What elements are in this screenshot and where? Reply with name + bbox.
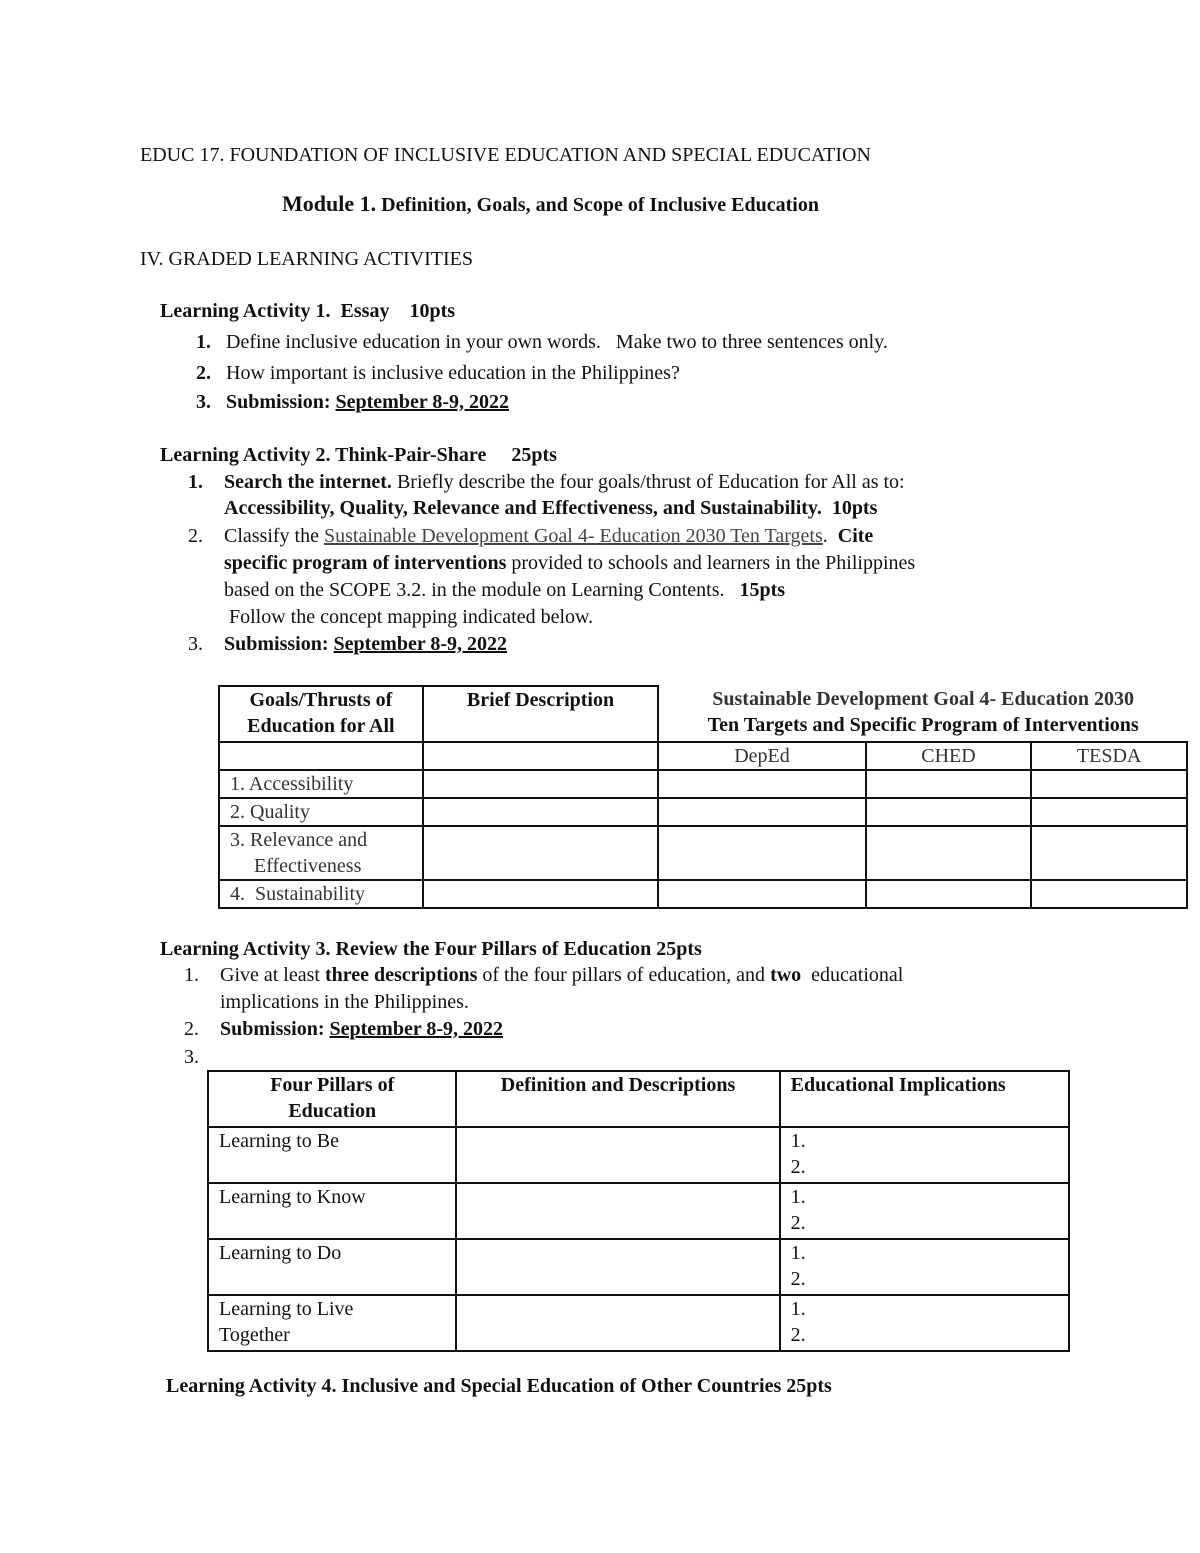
col-ched: CHED: [866, 742, 1032, 770]
header-pillars: Four Pillars of Education: [208, 1071, 456, 1127]
table-row: Learning to Know 1. 2.: [208, 1183, 1069, 1239]
header-implications: Educational Implications: [780, 1071, 1069, 1127]
pillar-name: Learning to Do: [208, 1239, 456, 1295]
pillar-name: Learning to Live Together: [208, 1295, 456, 1351]
activity2-item2: 2. Classify the Sustainable Development Goal 4- Education 2030 Ten Targets. Cite: [188, 525, 874, 547]
activity1-submission-date: September 8-9, 2022: [335, 391, 509, 413]
activity2-item2-line3: based on the SCOPE 3.2. in the module on Learning Contents. 15pts: [224, 579, 786, 601]
activity2-item1-line2: Accessibility, Quality, Relevance and Effectiveness, and Sustainability. 10pts: [224, 497, 878, 519]
table-row: [219, 880, 1187, 908]
table-row: Learning to Be 1. 2.: [208, 1127, 1069, 1183]
activity2-item2-line4: Follow the concept mapping indicated below.: [224, 606, 594, 628]
header-definition: Definition and Descriptions: [456, 1071, 779, 1127]
table-row: [219, 770, 1187, 798]
row-label: 1. Accessibility: [219, 770, 423, 798]
pillars-table: [207, 1070, 1070, 1352]
activity2-item3: 3. Submission: September 8-9, 2022: [188, 633, 507, 655]
activity2-title: Learning Activity 2. Think-Pair-Share 25pts: [160, 444, 557, 466]
pillar-name: Learning to Know: [208, 1183, 456, 1239]
header-goals: Goals/Thrusts of Education for All: [219, 686, 423, 742]
course-title: EDUC 17. FOUNDATION OF INCLUSIVE EDUCATION AND SPECIAL EDUCATION: [140, 144, 871, 166]
activity3-item1-line2: implications in the Philippines.: [220, 991, 469, 1013]
goals-table-subheader: [219, 742, 1187, 770]
activity1-item1: 1. Define inclusive education in your own words. Make two to three sentences only.: [196, 331, 888, 353]
sdg4-link[interactable]: Sustainable Development Goal 4- Education 2030 Ten Targets: [324, 525, 823, 547]
activity3-item1: 1. Give at least three descriptions of the four pillars of education, and two educational: [184, 964, 904, 986]
activity1-item3: 3. Submission: September 8-9, 2022: [196, 391, 509, 413]
pillars-table-header: [208, 1071, 1069, 1127]
activity1-title: Learning Activity 1. Essay 10pts: [160, 300, 456, 322]
col-deped: DepEd: [658, 742, 865, 770]
table-row: Learning to Do 1. 2.: [208, 1239, 1069, 1295]
module-label: Module 1.: [282, 191, 377, 216]
header-brief-description: Brief Description: [423, 686, 658, 742]
goals-table: [218, 685, 1188, 909]
table-row: Learning to Live Together 1. 2.: [208, 1295, 1069, 1351]
table-row: [219, 798, 1187, 826]
activity3-item3: 3.: [184, 1046, 199, 1068]
goals-table-header: [219, 686, 1187, 742]
table-row: [219, 826, 1187, 880]
pillar-name: Learning to Be: [208, 1127, 456, 1183]
module-title: [282, 191, 819, 217]
activity4-title: Learning Activity 4. Inclusive and Special Education of Other Countries 25pts: [166, 1375, 832, 1397]
activity2-item2-line2: specific program of interventions provided to schools and learners in the Philippines: [224, 552, 916, 574]
row-label: 3. Relevance and Effectiveness: [219, 826, 423, 880]
header-sdg4: Sustainable Development Goal 4- Education 2030 Ten Targets and Specific Program of Interventions: [658, 686, 1187, 742]
activity3-submission-date: September 8-9, 2022: [329, 1018, 503, 1040]
row-label: 4. Sustainability: [219, 880, 423, 908]
activity2-submission-date: September 8-9, 2022: [333, 633, 507, 655]
activity2-item1: 1. Search the internet. Briefly describe the four goals/thrust of Education for All as to:: [188, 471, 905, 493]
activity3-title: Learning Activity 3. Review the Four Pillars of Education 25pts: [160, 938, 702, 960]
activity3-item2: 2. Submission: September 8-9, 2022: [184, 1018, 503, 1040]
row-label: 2. Quality: [219, 798, 423, 826]
col-tesda: TESDA: [1031, 742, 1187, 770]
module-name: Definition, Goals, and Scope of Inclusive Education: [381, 194, 819, 216]
section-heading: IV. GRADED LEARNING ACTIVITIES: [140, 248, 473, 270]
activity1-item2: 2. How important is inclusive education in the Philippines?: [196, 362, 680, 384]
